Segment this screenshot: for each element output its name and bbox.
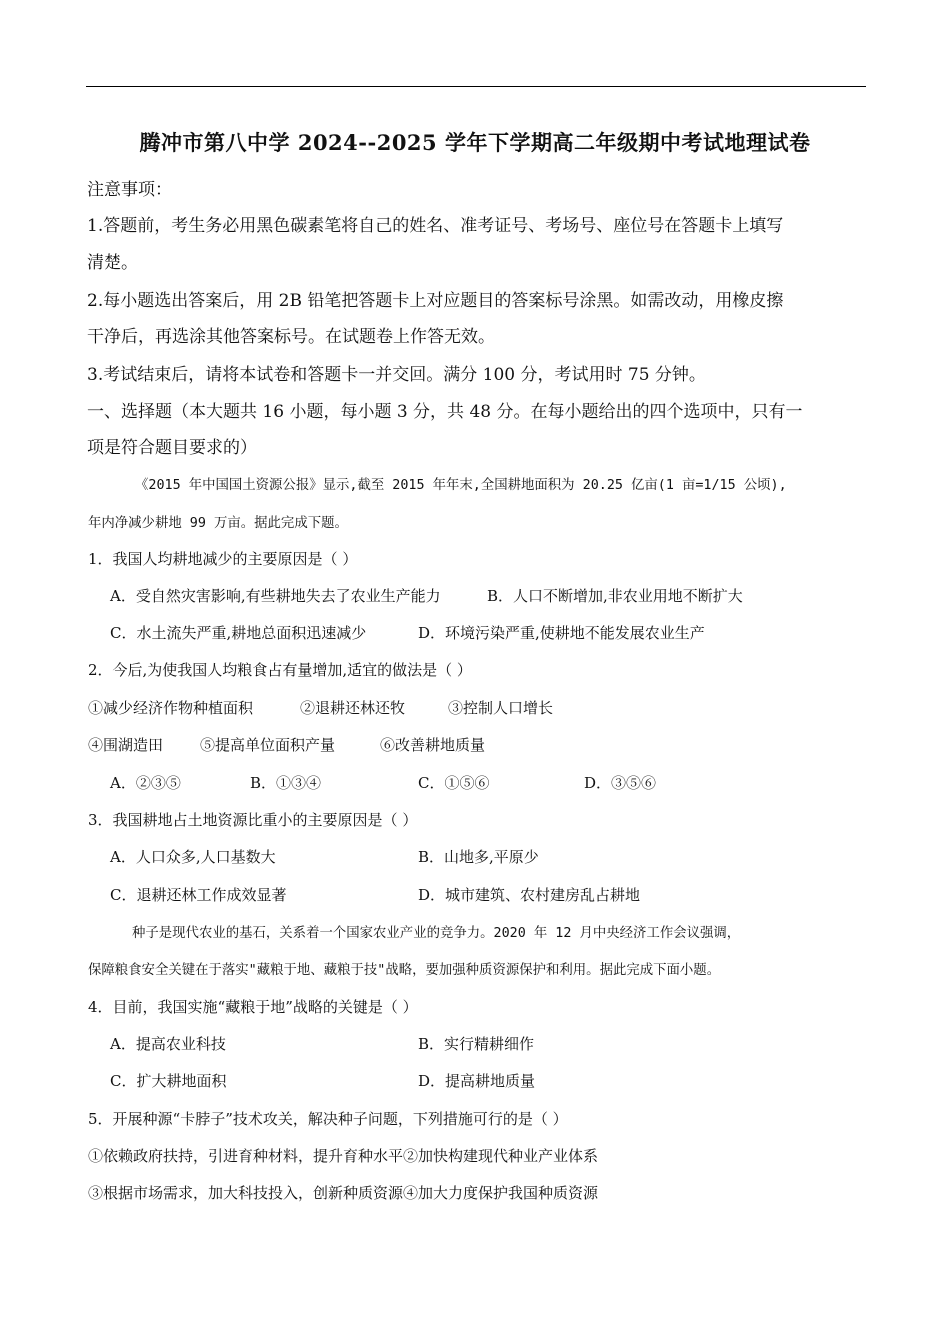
material-1-cont: 年内净减少耕地 99 万亩。据此完成下题。 [88, 516, 348, 531]
q1-option-d: D．环境污染严重,使耕地不能发展农业生产 [418, 624, 705, 642]
q3-option-b: B．山地多,平原少 [418, 848, 539, 866]
q2-stem: 2．今后,为使我国人均粮食占有量增加,适宜的做法是（ ） [88, 661, 472, 679]
notice-heading: 注意事项： [87, 180, 172, 200]
q1-stem: 1．我国人均耕地减少的主要原因是（ ） [88, 550, 358, 568]
q3-option-c: C．退耕还林工作成效显著 [110, 886, 287, 904]
notice-item-1: 1.答题前，考生务必用黑色碳素笔将自己的姓名、准考证号、考场号、座位号在答题卡上填写 [87, 216, 784, 236]
q4-option-c: C．扩大耕地面积 [110, 1072, 227, 1090]
header-rule [86, 86, 866, 87]
q5-stem: 5．开展种源“卡脖子”技术攻关，解决种子问题，下列措施可行的是（ ） [88, 1110, 568, 1128]
material-2: 种子是现代农业的基石，关系着一个国家农业产业的竞争力。2020 年 12 月中央经济工作会议强调， [132, 926, 741, 941]
q5-items-line-2: ③根据市场需求，加大科技投入，创新种质资源④加大力度保护我国种质资源 [88, 1184, 599, 1202]
section-heading: 一、选择题（本大题共 16 小题，每小题 3 分，共 48 分。在每小题给出的四个选项中，只有一 [87, 402, 803, 422]
q2-option-c: C．①⑤⑥ [418, 774, 490, 792]
q2-item-2: ②退耕还林还牧 [300, 699, 406, 717]
page-title: 腾冲市第八中学 2024--2025 学年下学期高二年级期中考试地理试卷 [139, 130, 811, 155]
q5-items-line-1: ①依赖政府扶持，引进育种材料，提升育种水平②加快构建现代种业产业体系 [88, 1147, 599, 1165]
q1-option-a: A．受自然灾害影响,有些耕地失去了农业生产能力 [110, 587, 441, 605]
q2-option-b: B．①③④ [250, 774, 322, 792]
q2-option-a: A．②③⑤ [110, 774, 181, 792]
q2-item-5: ⑤提高单位面积产量 [200, 736, 336, 754]
q2-item-6: ⑥改善耕地质量 [380, 736, 486, 754]
q4-option-d: D．提高耕地质量 [418, 1072, 536, 1090]
notice-item-1-cont: 清楚。 [87, 253, 138, 273]
q1-option-c: C．水土流失严重,耕地总面积迅速减少 [110, 624, 367, 642]
q2-item-3: ③控制人口增长 [448, 699, 554, 717]
notice-item-3: 3.考试结束后，请将本试卷和答题卡一并交回。满分 100 分，考试用时 75 分钟。 [87, 365, 706, 385]
section-heading-cont: 项是符合题目要求的） [87, 438, 257, 458]
q1-option-b: B．人口不断增加,非农业用地不断扩大 [487, 587, 743, 605]
material-2-cont: 保障粮食安全关键在于落实"藏粮于地、藏粮于技"战略，要加强种质资源保护和利用。据此完成下面小题。 [88, 963, 721, 978]
q2-item-4: ④围湖造田 [88, 736, 164, 754]
notice-item-2-cont: 干净后，再选涂其他答案标号。在试题卷上作答无效。 [87, 327, 495, 347]
q4-stem: 4．目前，我国实施“藏粮于地”战略的关键是（ ） [88, 998, 418, 1016]
q3-option-d: D．城市建筑、农村建房乱占耕地 [418, 886, 641, 904]
q4-option-b: B．实行精耕细作 [418, 1035, 535, 1053]
q3-stem: 3．我国耕地占土地资源比重小的主要原因是（ ） [88, 811, 418, 829]
q4-option-a: A．提高农业科技 [110, 1035, 226, 1053]
q2-option-d: D．③⑤⑥ [584, 774, 657, 792]
q3-option-a: A．人口众多,人口基数大 [110, 848, 276, 866]
q2-item-1: ①减少经济作物种植面积 [88, 699, 254, 717]
material-1: 《2015 年中国国土资源公报》显示,截至 2015 年年末,全国耕地面积为 20.25 亿亩(1 亩=1/15 公顷), [135, 478, 787, 493]
notice-item-2: 2.每小题选出答案后，用 2B 铅笔把答题卡上对应题目的答案标号涂黑。如需改动，用橡皮擦 [87, 291, 784, 311]
